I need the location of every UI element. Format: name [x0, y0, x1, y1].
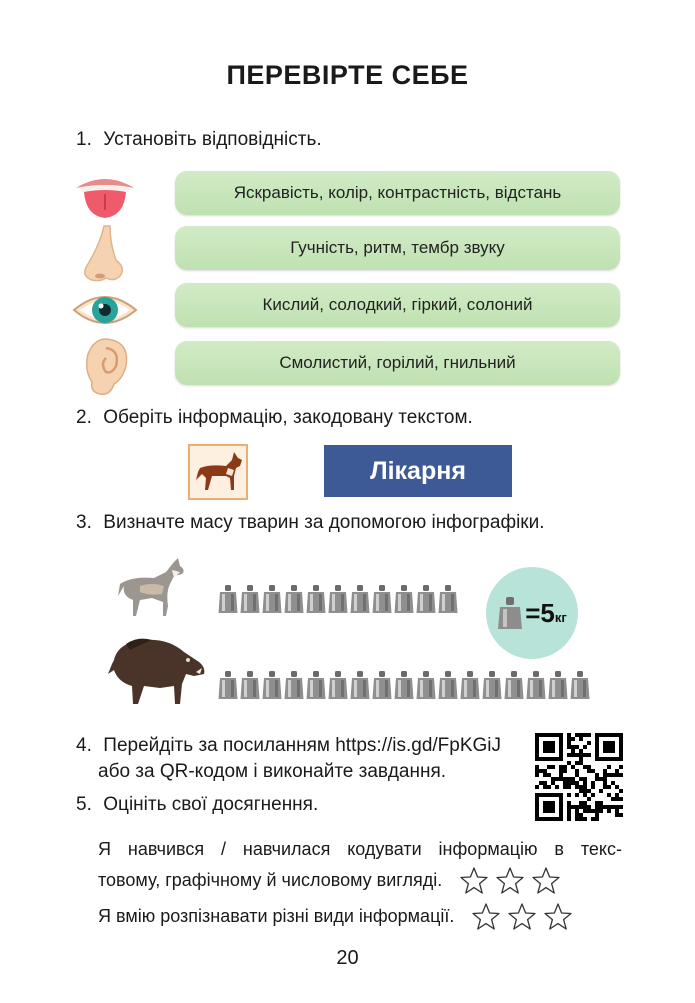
- boar-icon: [108, 630, 208, 713]
- weight-icon: [504, 670, 524, 700]
- hospital-sign: Лікарня: [324, 445, 512, 497]
- weight-icon: [328, 670, 348, 700]
- question-text-line-2: або за QR-кодом і виконайте завдання.: [98, 761, 447, 782]
- weight-icon: [284, 584, 304, 614]
- match-option-2: Гучність, ритм, тембр звуку: [175, 226, 620, 270]
- self-assessment-line-2: товому, графічному й числовому вигляді.: [98, 869, 443, 890]
- star-icon[interactable]: [471, 902, 501, 932]
- nose-icon: [70, 224, 140, 286]
- weight-icon: [262, 584, 282, 614]
- question-number: 5.: [76, 794, 92, 815]
- legend-value: =5кг: [525, 597, 567, 628]
- question-text: Оберіть інформацію, закодовану текстом.: [103, 407, 473, 428]
- weight-icon: [284, 670, 304, 700]
- weight-icon: [460, 670, 480, 700]
- weight-icon: [394, 584, 414, 614]
- self-assessment-line-3: Я вмію розпізнавати різні види інформації.: [98, 905, 455, 926]
- weight-icon: [350, 584, 370, 614]
- question-text: Оцініть свої досягнення.: [103, 794, 319, 815]
- question-number: 2.: [76, 407, 92, 428]
- question-number: 1.: [76, 129, 92, 150]
- ear-icon: [70, 336, 140, 398]
- star-icon[interactable]: [459, 866, 489, 896]
- weight-icon: [306, 584, 326, 614]
- weight-icon: [372, 584, 392, 614]
- weight-icon: [416, 584, 436, 614]
- eye-icon: [70, 286, 140, 334]
- rating-stars-2: [465, 902, 573, 932]
- weight-icon: [372, 670, 392, 700]
- question-text-line-1[interactable]: Перейдіть за посиланням https://is.gd/FpKGiJ: [103, 735, 502, 756]
- question-text: Установіть відповідність.: [103, 129, 322, 150]
- weight-icon: [240, 670, 260, 700]
- weight-legend: [486, 567, 578, 659]
- self-assessment-line-1: Я навчився / навчилася кодувати інформацію в текс-: [98, 839, 622, 859]
- weight-icon: [218, 584, 238, 614]
- question-3: [76, 510, 545, 536]
- wolf-weights: [218, 584, 460, 614]
- page-number: 20: [336, 947, 359, 969]
- weight-icon: [416, 670, 436, 700]
- question-text: Визначте масу тварин за допомогою інфографіки.: [103, 512, 545, 533]
- dog-icon: [190, 446, 246, 498]
- weight-icon: [438, 584, 458, 614]
- page-title: ПЕРЕВІРТЕ СЕБЕ: [226, 60, 469, 90]
- weight-icon: [306, 670, 326, 700]
- weight-icon: [438, 670, 458, 700]
- tongue-icon: [70, 166, 140, 222]
- qr-code[interactable]: [535, 733, 623, 821]
- weight-icon: [240, 584, 260, 614]
- weight-icon: [218, 670, 238, 700]
- question-number: 3.: [76, 512, 92, 533]
- self-assessment-statement-2: [98, 902, 622, 932]
- self-assessment-statement-1: [98, 866, 622, 896]
- question-number: 4.: [76, 735, 92, 756]
- question-5: [76, 792, 318, 818]
- weight-icon: [350, 670, 370, 700]
- match-option-1: Яскравість, колір, контрастність, відстань: [175, 171, 620, 215]
- match-option-4: Смолистий, горілий, гнильний: [175, 341, 620, 385]
- star-icon[interactable]: [507, 902, 537, 932]
- weight-icon: [570, 670, 590, 700]
- weight-icon: [262, 670, 282, 700]
- boar-weights: [218, 670, 592, 700]
- weight-icon: [548, 670, 568, 700]
- dog-picture: [188, 444, 248, 500]
- star-icon[interactable]: [531, 866, 561, 896]
- question-4: [76, 733, 501, 785]
- star-icon[interactable]: [543, 902, 573, 932]
- wolf-icon: [118, 556, 186, 625]
- question-1: [76, 127, 322, 153]
- weight-icon: [394, 670, 414, 700]
- weight-icon: [482, 670, 502, 700]
- star-icon[interactable]: [495, 866, 525, 896]
- weight-icon: [497, 595, 523, 631]
- rating-stars-1: [453, 866, 561, 896]
- weight-icon: [328, 584, 348, 614]
- question-2: [76, 405, 473, 431]
- weight-icon: [526, 670, 546, 700]
- match-option-3: Кислий, солодкий, гіркий, солоний: [175, 283, 620, 327]
